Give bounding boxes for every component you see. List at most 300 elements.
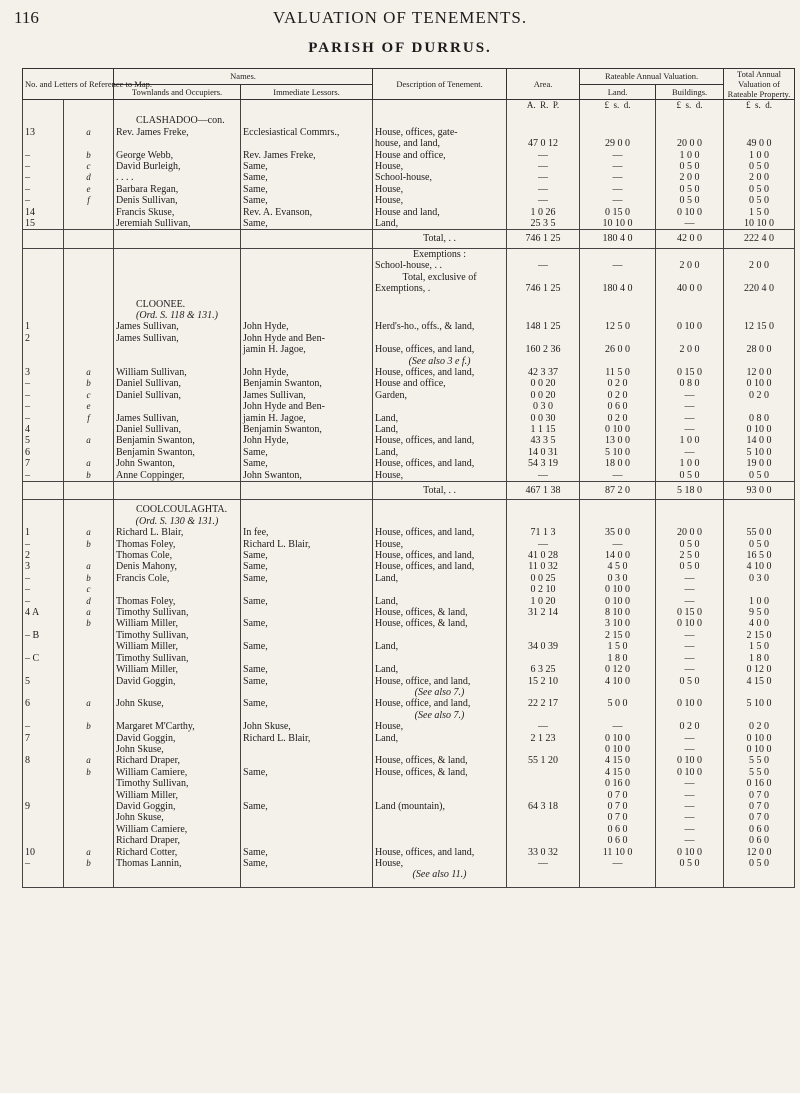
empty-cell bbox=[724, 516, 795, 527]
total-value bbox=[724, 401, 795, 412]
map-letter: b bbox=[64, 767, 114, 778]
description: Land, bbox=[373, 413, 507, 424]
immediate-lessor bbox=[241, 653, 373, 664]
letter-cell bbox=[64, 295, 114, 310]
area: 746 1 25 bbox=[507, 283, 580, 294]
occupier: . . . . bbox=[114, 172, 241, 183]
immediate-lessor: Same, bbox=[241, 698, 373, 709]
occupier: Richard Draper, bbox=[114, 835, 241, 846]
land-value: — bbox=[580, 195, 656, 206]
area: 0 2 10 bbox=[507, 584, 580, 595]
description: House, bbox=[373, 184, 507, 195]
occupier: Daniel Sullivan, bbox=[114, 390, 241, 401]
townland-heading-row bbox=[23, 500, 795, 516]
buildings-value: 0 8 0 bbox=[656, 378, 724, 389]
total-value: 0 10 0 bbox=[724, 424, 795, 435]
immediate-lessor bbox=[241, 630, 373, 641]
description: Land, bbox=[373, 218, 507, 230]
area: 0 0 20 bbox=[507, 390, 580, 401]
description: House, offices, and land, bbox=[373, 458, 507, 469]
empty-cell bbox=[23, 230, 64, 248]
tenement-row bbox=[23, 550, 795, 561]
buildings-value: 0 10 0 bbox=[656, 698, 724, 709]
total-value: 0 2 0 bbox=[724, 721, 795, 732]
table-bottom-rule bbox=[23, 881, 795, 888]
description: Exemptions, . bbox=[373, 283, 507, 294]
description: House, bbox=[373, 470, 507, 482]
description bbox=[373, 790, 507, 801]
buildings-value: — bbox=[656, 812, 724, 823]
empty-cell bbox=[580, 500, 656, 516]
immediate-lessor: Same, bbox=[241, 618, 373, 629]
total-value bbox=[724, 248, 795, 260]
buildings-value: 2 5 0 bbox=[656, 550, 724, 561]
map-number: 2 bbox=[23, 333, 64, 344]
empty-cell bbox=[724, 310, 795, 321]
map-number: – bbox=[23, 161, 64, 172]
description: House, office, and land, bbox=[373, 676, 507, 687]
buildings-value bbox=[656, 272, 724, 283]
tenement-row bbox=[23, 260, 795, 271]
empty-cell bbox=[23, 869, 64, 880]
buildings-value bbox=[656, 333, 724, 344]
immediate-lessor: Same, bbox=[241, 550, 373, 561]
empty-cell bbox=[580, 310, 656, 321]
immediate-lessor: Same, bbox=[241, 596, 373, 607]
see-also-note: (See also 3 e f.) bbox=[373, 356, 507, 367]
empty-cell bbox=[241, 516, 373, 527]
land-value: 5 10 0 bbox=[580, 447, 656, 458]
land-value: 0 10 0 bbox=[580, 733, 656, 744]
description: House, offices, gate- bbox=[373, 127, 507, 138]
land-value: 180 4 0 bbox=[580, 283, 656, 294]
see-also-row bbox=[23, 869, 795, 880]
description: House and office, bbox=[373, 378, 507, 389]
empty-cell bbox=[64, 248, 114, 260]
empty-cell bbox=[241, 500, 373, 516]
occupier: Benjamin Swanton, bbox=[114, 447, 241, 458]
empty-cell bbox=[724, 111, 795, 126]
description: Garden, bbox=[373, 390, 507, 401]
map-letter bbox=[64, 260, 114, 271]
immediate-lessor: Same, bbox=[241, 561, 373, 572]
description: Land, bbox=[373, 424, 507, 435]
land-value: 11 10 0 bbox=[580, 847, 656, 858]
immediate-lessor: John Hyde, bbox=[241, 367, 373, 378]
map-letter bbox=[64, 630, 114, 641]
land-value: 4 10 0 bbox=[580, 676, 656, 687]
land-value bbox=[580, 710, 656, 721]
map-letter bbox=[64, 333, 114, 344]
total-value bbox=[724, 272, 795, 283]
immediate-lessor: Rev. James Freke, bbox=[241, 150, 373, 161]
map-number: 10 bbox=[23, 847, 64, 858]
description: Total, . . bbox=[373, 230, 507, 248]
buildings-value: — bbox=[656, 824, 724, 835]
buildings-value: — bbox=[656, 630, 724, 641]
map-letter: c bbox=[64, 390, 114, 401]
description: Exemptions : bbox=[373, 248, 507, 260]
empty-cell bbox=[507, 516, 580, 527]
map-letter bbox=[64, 550, 114, 561]
description bbox=[373, 630, 507, 641]
description: House, bbox=[373, 858, 507, 869]
map-letter: a bbox=[64, 755, 114, 766]
area: 11 0 32 bbox=[507, 561, 580, 572]
buildings-value: 1 0 0 bbox=[656, 435, 724, 446]
description: Land, bbox=[373, 447, 507, 458]
buildings-value bbox=[656, 356, 724, 367]
immediate-lessor: John Hyde and Ben- bbox=[241, 401, 373, 412]
buildings-value: — bbox=[656, 778, 724, 789]
immediate-lessor: Benjamin Swanton, bbox=[241, 378, 373, 389]
tenement-row bbox=[23, 344, 795, 355]
total-value: 5 10 0 bbox=[724, 698, 795, 709]
area: 41 0 28 bbox=[507, 550, 580, 561]
empty-cell bbox=[114, 230, 241, 248]
occupier: Timothy Sullivan, bbox=[114, 653, 241, 664]
map-letter: e bbox=[64, 401, 114, 412]
area: 33 0 32 bbox=[507, 847, 580, 858]
empty-cell bbox=[656, 295, 724, 310]
map-letter bbox=[64, 790, 114, 801]
tenement-row bbox=[23, 778, 795, 789]
occupier: William Camiere, bbox=[114, 824, 241, 835]
land-value: 26 0 0 bbox=[580, 344, 656, 355]
occupier: William Miller, bbox=[114, 790, 241, 801]
empty-cell bbox=[241, 272, 373, 283]
occupier: James Sullivan, bbox=[114, 333, 241, 344]
tenement-row bbox=[23, 218, 795, 230]
buildings-value: 2 0 0 bbox=[656, 260, 724, 271]
empty-cell bbox=[241, 482, 373, 500]
description: House, bbox=[373, 195, 507, 206]
description: School-house, bbox=[373, 172, 507, 183]
description: Land, bbox=[373, 733, 507, 744]
tenement-row bbox=[23, 607, 795, 618]
buildings-value: 5 18 0 bbox=[656, 482, 724, 500]
area: — bbox=[507, 172, 580, 183]
description bbox=[373, 824, 507, 835]
tenement-row bbox=[23, 184, 795, 195]
tenement-row bbox=[23, 847, 795, 858]
immediate-lessor bbox=[241, 835, 373, 846]
see-also-row bbox=[23, 710, 795, 721]
empty-cell bbox=[64, 881, 114, 888]
description: House, offices, & land, bbox=[373, 767, 507, 778]
area bbox=[507, 272, 580, 283]
immediate-lessor: John Swanton, bbox=[241, 470, 373, 482]
occupier: David Goggin, bbox=[114, 801, 241, 812]
tenement-row bbox=[23, 698, 795, 709]
total-value: 0 6 0 bbox=[724, 824, 795, 835]
occupier: Anne Coppinger, bbox=[114, 470, 241, 482]
map-letter: c bbox=[64, 584, 114, 595]
tenement-row bbox=[23, 390, 795, 401]
tenement-row bbox=[23, 150, 795, 161]
page-number: 116 bbox=[14, 8, 39, 27]
buildings-value: — bbox=[656, 401, 724, 412]
buildings-value bbox=[656, 127, 724, 138]
total-value: 0 6 0 bbox=[724, 835, 795, 846]
description: Herd's-ho., offs., & land, bbox=[373, 321, 507, 332]
empty-cell bbox=[241, 687, 373, 698]
description bbox=[373, 812, 507, 823]
area bbox=[507, 356, 580, 367]
immediate-lessor: jamin H. Jagoe, bbox=[241, 344, 373, 355]
map-number: 2 bbox=[23, 550, 64, 561]
land-value: — bbox=[580, 184, 656, 195]
land-value: 0 12 0 bbox=[580, 664, 656, 675]
occupier: John Skuse, bbox=[114, 744, 241, 755]
description: House, offices, and land, bbox=[373, 550, 507, 561]
immediate-lessor: Same, bbox=[241, 641, 373, 652]
total-value: 0 16 0 bbox=[724, 778, 795, 789]
tenement-row bbox=[23, 321, 795, 332]
occupier: William Miller, bbox=[114, 618, 241, 629]
empty-cell bbox=[656, 516, 724, 527]
header-buildings: Buildings. bbox=[656, 84, 724, 100]
buildings-value: 20 0 0 bbox=[656, 527, 724, 538]
tenement-row bbox=[23, 283, 795, 294]
immediate-lessor: Same, bbox=[241, 664, 373, 675]
occupier: Francis Cole, bbox=[114, 573, 241, 584]
see-also-note: (See also 7.) bbox=[373, 687, 507, 698]
buildings-value bbox=[656, 687, 724, 698]
buildings-value: 0 5 0 bbox=[656, 858, 724, 869]
buildings-value: — bbox=[656, 744, 724, 755]
occupier: Margaret M'Carthy, bbox=[114, 721, 241, 732]
empty-cell bbox=[241, 881, 373, 888]
buildings-value: 0 10 0 bbox=[656, 618, 724, 629]
tenement-row bbox=[23, 664, 795, 675]
map-number: 9 bbox=[23, 801, 64, 812]
occupier: Thomas Lannin, bbox=[114, 858, 241, 869]
description: House, offices, and land, bbox=[373, 847, 507, 858]
area: 467 1 38 bbox=[507, 482, 580, 500]
map-number: 13 bbox=[23, 127, 64, 138]
ref-cell bbox=[23, 310, 64, 321]
land-value: 0 6 0 bbox=[580, 835, 656, 846]
occupier: Benjamin Swanton, bbox=[114, 435, 241, 446]
map-letter: b bbox=[64, 721, 114, 732]
description: House, offices, & land, bbox=[373, 607, 507, 618]
tenement-row bbox=[23, 733, 795, 744]
map-number bbox=[23, 344, 64, 355]
land-value: 0 2 0 bbox=[580, 378, 656, 389]
map-number: 5 bbox=[23, 435, 64, 446]
total-value: 0 5 0 bbox=[724, 161, 795, 172]
land-value: 180 4 0 bbox=[580, 230, 656, 248]
immediate-lessor: John Skuse, bbox=[241, 721, 373, 732]
letter-cell bbox=[64, 111, 114, 126]
occupier: John Skuse, bbox=[114, 698, 241, 709]
map-letter bbox=[64, 218, 114, 230]
area: 0 0 25 bbox=[507, 573, 580, 584]
description bbox=[373, 744, 507, 755]
description: House, offices, & land, bbox=[373, 755, 507, 766]
townland-heading: COOLCOULAGHTA. bbox=[114, 500, 241, 516]
immediate-lessor bbox=[241, 812, 373, 823]
map-number: 14 bbox=[23, 207, 64, 218]
empty-cell bbox=[64, 482, 114, 500]
total-value: 0 2 0 bbox=[724, 390, 795, 401]
description: House, offices, and land, bbox=[373, 527, 507, 538]
area: 0 3 0 bbox=[507, 401, 580, 412]
buildings-value: — bbox=[656, 835, 724, 846]
occupier: Richard L. Blair, bbox=[114, 527, 241, 538]
tenement-row bbox=[23, 458, 795, 469]
buildings-value bbox=[656, 248, 724, 260]
total-value: 2 0 0 bbox=[724, 172, 795, 183]
land-value: 3 10 0 bbox=[580, 618, 656, 629]
map-number bbox=[23, 790, 64, 801]
map-letter: b bbox=[64, 539, 114, 550]
total-value: 12 0 0 bbox=[724, 367, 795, 378]
map-number bbox=[23, 641, 64, 652]
map-number: – B bbox=[23, 630, 64, 641]
ref-cell bbox=[23, 111, 64, 126]
area bbox=[507, 824, 580, 835]
tenement-row bbox=[23, 744, 795, 755]
empty-cell bbox=[23, 881, 64, 888]
townland-heading-row bbox=[23, 111, 795, 126]
land-value: 1 8 0 bbox=[580, 653, 656, 664]
land-value: 18 0 0 bbox=[580, 458, 656, 469]
land-value: 0 7 0 bbox=[580, 812, 656, 823]
header-area: Area. bbox=[507, 69, 580, 100]
total-value: 0 12 0 bbox=[724, 664, 795, 675]
map-number: – bbox=[23, 184, 64, 195]
occupier bbox=[114, 401, 241, 412]
area bbox=[507, 248, 580, 260]
empty-cell bbox=[507, 500, 580, 516]
area bbox=[507, 618, 580, 629]
buildings-value: — bbox=[656, 653, 724, 664]
header-townlands: Townlands and Occupiers. bbox=[114, 84, 241, 100]
tenement-row bbox=[23, 790, 795, 801]
map-letter: c bbox=[64, 161, 114, 172]
area: 0 0 20 bbox=[507, 378, 580, 389]
empty-cell bbox=[580, 111, 656, 126]
area: — bbox=[507, 161, 580, 172]
map-number bbox=[23, 260, 64, 271]
tenement-row bbox=[23, 812, 795, 823]
empty-cell bbox=[114, 482, 241, 500]
description: House, offices, and land, bbox=[373, 561, 507, 572]
tenement-row bbox=[23, 676, 795, 687]
buildings-value: 0 5 0 bbox=[656, 561, 724, 572]
letter-cell bbox=[64, 516, 114, 527]
empty-cell bbox=[64, 356, 114, 367]
area bbox=[507, 744, 580, 755]
buildings-value: 0 10 0 bbox=[656, 847, 724, 858]
tenement-row bbox=[23, 127, 795, 138]
area bbox=[507, 333, 580, 344]
empty-cell bbox=[241, 710, 373, 721]
empty-cell bbox=[23, 482, 64, 500]
map-number: 6 bbox=[23, 698, 64, 709]
description bbox=[373, 778, 507, 789]
land-value: 4 5 0 bbox=[580, 561, 656, 572]
occupier bbox=[114, 584, 241, 595]
map-letter: a bbox=[64, 367, 114, 378]
map-letter bbox=[64, 641, 114, 652]
description bbox=[373, 401, 507, 412]
immediate-lessor bbox=[241, 138, 373, 149]
occupier: David Burleigh, bbox=[114, 161, 241, 172]
total-value: 0 5 0 bbox=[724, 858, 795, 869]
area: 22 2 17 bbox=[507, 698, 580, 709]
total-row bbox=[23, 482, 795, 500]
empty-cell bbox=[23, 687, 64, 698]
map-number bbox=[23, 138, 64, 149]
immediate-lessor bbox=[241, 283, 373, 294]
land-value: 12 5 0 bbox=[580, 321, 656, 332]
map-number: 1 bbox=[23, 321, 64, 332]
area: — bbox=[507, 858, 580, 869]
immediate-lessor bbox=[241, 790, 373, 801]
empty-cell bbox=[580, 881, 656, 888]
description bbox=[373, 835, 507, 846]
total-value: 10 10 0 bbox=[724, 218, 795, 230]
area bbox=[507, 127, 580, 138]
see-also-row bbox=[23, 687, 795, 698]
empty-cell bbox=[114, 869, 241, 880]
buildings-value: 0 15 0 bbox=[656, 607, 724, 618]
ref-cell bbox=[23, 516, 64, 527]
map-letter bbox=[64, 344, 114, 355]
map-number: 6 bbox=[23, 447, 64, 458]
map-number: – bbox=[23, 172, 64, 183]
land-value: 0 7 0 bbox=[580, 790, 656, 801]
total-value: 93 0 0 bbox=[724, 482, 795, 500]
area: — bbox=[507, 260, 580, 271]
map-number bbox=[23, 283, 64, 294]
table-header bbox=[23, 69, 795, 100]
map-number bbox=[23, 812, 64, 823]
immediate-lessor: In fee, bbox=[241, 527, 373, 538]
header-lessors: Immediate Lessors. bbox=[241, 84, 373, 100]
occupier: Thomas Cole, bbox=[114, 550, 241, 561]
empty-cell bbox=[64, 687, 114, 698]
tenement-row bbox=[23, 630, 795, 641]
land-value: 0 10 0 bbox=[580, 744, 656, 755]
tenement-row bbox=[23, 527, 795, 538]
map-number bbox=[23, 824, 64, 835]
total-value: 4 10 0 bbox=[724, 561, 795, 572]
map-number: – bbox=[23, 584, 64, 595]
tenement-row bbox=[23, 767, 795, 778]
land-value: 8 10 0 bbox=[580, 607, 656, 618]
land-value: 4 15 0 bbox=[580, 755, 656, 766]
total-value: 1 5 0 bbox=[724, 641, 795, 652]
townland-heading: CLASHADOO—con. bbox=[114, 111, 241, 126]
land-value: 0 3 0 bbox=[580, 573, 656, 584]
map-number: – bbox=[23, 401, 64, 412]
empty-cell bbox=[507, 111, 580, 126]
land-value: 0 7 0 bbox=[580, 801, 656, 812]
empty-cell bbox=[373, 516, 507, 527]
empty-cell bbox=[241, 295, 373, 310]
total-value: 28 0 0 bbox=[724, 344, 795, 355]
map-number: – bbox=[23, 573, 64, 584]
area bbox=[507, 869, 580, 880]
empty-cell bbox=[373, 295, 507, 310]
map-letter: b bbox=[64, 618, 114, 629]
header-description: Description of Tenement. bbox=[373, 69, 507, 100]
empty-cell bbox=[373, 881, 507, 888]
